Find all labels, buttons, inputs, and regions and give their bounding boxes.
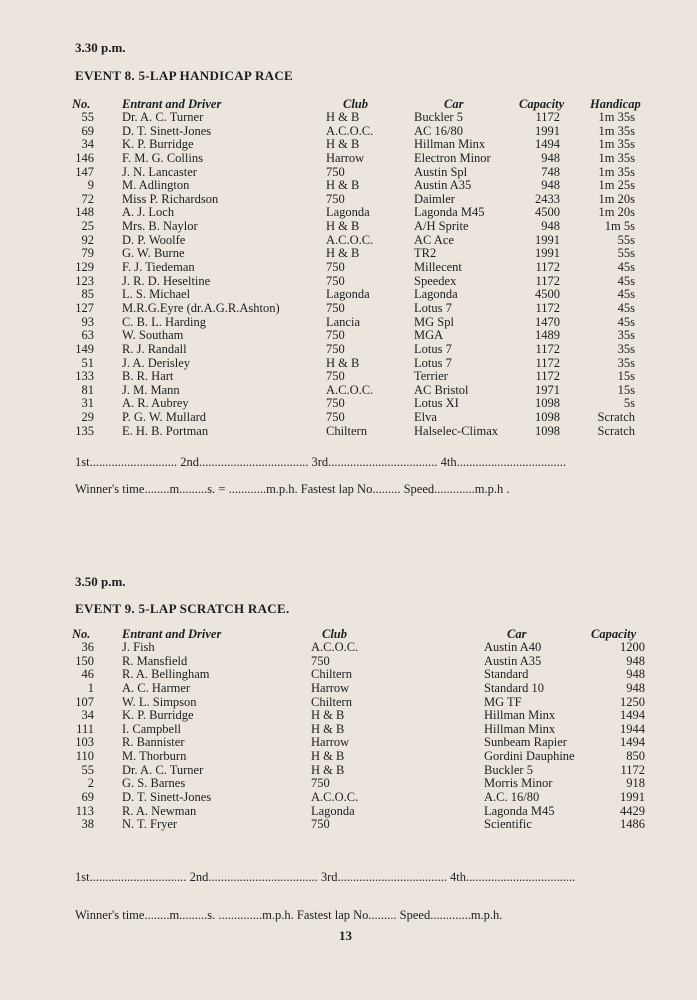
cell-capacity: 948 [541,150,560,165]
cell-club: H & B [326,219,360,234]
cell-car: Hillman Minx [484,708,556,723]
cell-entrant: R. A. Newman [122,803,197,818]
cell-car: Morris Minor [484,776,553,791]
cell-no: 147 [75,164,94,179]
cell-no: 69 [81,123,94,138]
cell-club: Chiltern [311,694,352,709]
cell-car: A/H Sprite [414,219,469,234]
cell-car: TR2 [414,246,437,261]
cell-no: 150 [75,653,94,668]
cell-car: Standard 10 [484,680,545,695]
cell-handicap: 45s [617,300,635,315]
cell-club: H & B [326,178,360,193]
cell-entrant: A. R. Aubrey [122,396,189,411]
cell-handicap: 55s [617,246,635,261]
cell-club: Lagonda [311,803,355,818]
cell-club: H & B [311,762,345,777]
cell-car: Lotus 7 [414,300,452,315]
cell-car: Hillman Minx [484,721,556,736]
cell-handicap: 5s [623,396,635,411]
cell-capacity: 1971 [535,382,560,397]
cell-car: AC Bristol [414,382,469,397]
cell-entrant: A. C. Harmer [122,680,191,695]
cell-club: 750 [326,396,345,411]
cell-entrant: W. L. Simpson [122,694,197,709]
cell-capacity: 1098 [535,410,560,425]
cell-entrant: E. H. B. Portman [122,423,209,438]
cell-capacity: 1494 [535,137,560,152]
cell-entrant: M.R.G.Eyre (dr.A.G.R.Ashton) [122,300,280,315]
cell-entrant: G. S. Barnes [122,776,186,791]
cell-handicap: 15s [617,382,635,397]
cell-handicap: 1m 35s [598,164,635,179]
cell-capacity: 948 [541,219,560,234]
cell-entrant: M. Thorburn [122,749,187,764]
cell-entrant: F. M. G. Collins [122,150,203,165]
cell-handicap: 35s [617,328,635,343]
header-no: No. [72,97,91,111]
cell-handicap: 15s [617,369,635,384]
event8-time: 3.30 p.m. [75,40,126,55]
cell-capacity: 1098 [535,423,560,438]
cell-no: 9 [87,178,94,193]
cell-car: Gordini Dauphine [484,749,575,764]
cell-club: 750 [311,817,330,832]
cell-handicap: 1m 35s [598,137,635,152]
cell-capacity: 1991 [535,232,560,247]
cell-no: 55 [81,762,94,777]
cell-entrant: Dr. A. C. Turner [122,762,204,777]
cell-club: Lagonda [326,287,370,302]
cell-car: Lotus XI [414,396,459,411]
cell-no: 103 [75,735,94,750]
cell-entrant: D. T. Sinett-Jones [122,123,212,138]
cell-club: A.C.O.C. [326,382,374,397]
cell-club: 750 [326,341,345,356]
cell-club: Lancia [326,314,361,329]
cell-no: 135 [75,423,94,438]
cell-entrant: J. M. Mann [122,382,180,397]
cell-club: 750 [326,328,345,343]
cell-capacity: 1486 [620,817,645,832]
cell-entrant: R. J. Randall [122,341,187,356]
cell-capacity: 1172 [535,300,560,315]
cell-club: 750 [326,260,345,275]
cell-handicap: Scratch [597,410,635,425]
cell-car: Buckler 5 [414,110,463,124]
cell-club: 750 [311,776,330,791]
cell-capacity: 1172 [535,110,560,124]
header-capacity: Capacity [519,97,565,111]
cell-car: MGA [414,328,444,343]
cell-club: H & B [326,355,360,370]
cell-no: 29 [81,410,94,425]
header-handicap: Handicap [590,97,641,111]
cell-car: Buckler 5 [484,762,533,777]
cell-capacity: 2433 [535,191,560,206]
cell-entrant: G. W. Burne [122,246,185,261]
cell-car: Elva [414,410,437,425]
cell-entrant: J. N. Lancaster [122,164,197,179]
cell-no: 79 [81,246,94,261]
cell-no: 93 [81,314,94,329]
cell-entrant: Dr. A. C. Turner [122,110,204,124]
cell-car: Millecent [414,260,462,275]
cell-no: 146 [75,150,94,165]
event9-title: EVENT 9. 5-LAP SCRATCH RACE. [75,601,290,616]
cell-club: A.C.O.C. [311,640,359,654]
cell-capacity: 1098 [535,396,560,411]
cell-entrant: L. S. Michael [122,287,191,302]
cell-club: 750 [326,164,345,179]
header-club: Club [343,97,369,111]
header-car: Car [444,97,464,111]
cell-capacity: 1250 [620,694,645,709]
cell-handicap: 1m 20s [598,205,635,220]
cell-entrant: K. P. Burridge [122,137,194,152]
cell-car: Austin Spl [414,164,468,179]
cell-no: 81 [81,382,94,397]
cell-car: A.C. 16/80 [484,790,540,805]
cell-entrant: R. Mansfield [122,653,188,668]
cell-capacity: 1172 [620,762,645,777]
cell-car: Daimler [414,191,455,206]
cell-no: 113 [75,803,94,818]
cell-car: Austin A40 [484,640,542,654]
cell-no: 46 [81,667,94,682]
cell-capacity: 948 [626,667,645,682]
cell-car: Electron Minor [414,150,491,165]
cell-car: Terrier [414,369,448,384]
cell-club: A.C.O.C. [326,123,374,138]
cell-handicap: 1m 5s [604,219,635,234]
cell-car: MG Spl [414,314,454,329]
cell-handicap: 1m 25s [598,178,635,193]
cell-car: Lotus 7 [414,341,452,356]
cell-club: Harrow [311,735,350,750]
cell-capacity: 748 [541,164,560,179]
cell-entrant: N. T. Fryer [122,817,178,832]
cell-car: Sunbeam Rapier [484,735,567,750]
cell-handicap: 1m 35s [598,123,635,138]
cell-car: Speedex [414,273,457,288]
cell-entrant: W. Southam [122,328,184,343]
cell-capacity: 1489 [535,328,560,343]
cell-club: A.C.O.C. [311,790,359,805]
cell-capacity: 850 [626,749,645,764]
cell-no: 110 [75,749,94,764]
cell-no: 123 [75,273,94,288]
cell-entrant: D. P. Woolfe [122,232,186,247]
cell-club: Harrow [326,150,365,165]
cell-club: H & B [326,246,360,261]
event9-winner-line: Winner's time........m.........s. ..............m.p.h. Fastest lap No......... Speed.............m.p.h. [75,908,503,922]
cell-no: 51 [81,355,94,370]
header-club: Club [322,627,348,641]
cell-capacity: 1172 [535,341,560,356]
cell-entrant: J. Fish [122,640,155,654]
event8-placings-blanks: 1st............................ 2nd................................... 3rd................................... 4th................................... [75,455,566,469]
cell-capacity: 918 [626,776,645,791]
cell-entrant: C. B. L. Harding [122,314,207,329]
cell-club: H & B [311,708,345,723]
cell-car: Standard [484,667,529,682]
cell-car: Lagonda M45 [414,205,485,220]
cell-entrant: F. J. Tiedeman [122,260,195,275]
page-number: 13 [339,928,352,943]
cell-no: 129 [75,260,94,275]
cell-capacity: 1991 [620,790,645,805]
cell-no: 85 [81,287,94,302]
cell-entrant: M. Adlington [122,178,190,193]
cell-car: Lagonda M45 [484,803,555,818]
cell-club: H & B [326,110,360,124]
cell-entrant: A. J. Loch [122,205,175,220]
cell-entrant: P. G. W. Mullard [122,410,207,425]
cell-club: 750 [311,653,330,668]
cell-car: Austin A35 [414,178,472,193]
cell-capacity: 1991 [535,123,560,138]
cell-capacity: 4500 [535,287,560,302]
cell-club: Harrow [311,680,350,695]
header-entrant: Entrant and Driver [122,97,222,111]
cell-capacity: 1470 [535,314,560,329]
cell-club: Chiltern [326,423,367,438]
cell-entrant: J. R. D. Heseltine [122,273,211,288]
cell-car: Lotus 7 [414,355,452,370]
cell-no: 127 [75,300,94,315]
cell-capacity: 1944 [620,721,645,736]
cell-club: H & B [326,137,360,152]
cell-no: 34 [81,137,94,152]
cell-club: 750 [326,300,345,315]
cell-no: 149 [75,341,94,356]
cell-no: 63 [81,328,94,343]
cell-no: 55 [81,110,94,124]
cell-club: 750 [326,369,345,384]
cell-handicap: 45s [617,314,635,329]
cell-entrant: B. R. Hart [122,369,174,384]
cell-capacity: 948 [626,653,645,668]
cell-no: 36 [81,640,94,654]
cell-car: Halselec-Climax [414,423,498,438]
cell-club: 750 [326,191,345,206]
cell-capacity: 1172 [535,369,560,384]
cell-capacity: 1494 [620,708,645,723]
cell-no: 72 [81,191,94,206]
cell-car: Austin A35 [484,653,542,668]
cell-capacity: 948 [541,178,560,193]
cell-club: 750 [326,273,345,288]
cell-no: 69 [81,790,94,805]
cell-car: Lagonda [414,287,458,302]
cell-capacity: 1991 [535,246,560,261]
cell-handicap: 35s [617,355,635,370]
header-car: Car [507,627,527,641]
cell-capacity: 4500 [535,205,560,220]
cell-entrant: R. Bannister [122,735,185,750]
header-entrant: Entrant and Driver [122,627,222,641]
header-capacity: Capacity [591,627,637,641]
cell-car: Hillman Minx [414,137,486,152]
event8-winner-line: Winner's time........m.........s. = ............m.p.h. Fastest lap No......... Speed.............m.p.h . [75,482,510,496]
cell-no: 107 [75,694,94,709]
cell-capacity: 1494 [620,735,645,750]
cell-entrant: D. T. Sinett-Jones [122,790,212,805]
cell-handicap: 1m 35s [598,150,635,165]
cell-handicap: 45s [617,287,635,302]
cell-entrant: J. A. Derisley [122,355,191,370]
cell-club: Lagonda [326,205,370,220]
cell-no: 25 [81,219,94,234]
header-no: No. [72,627,91,641]
cell-handicap: 1m 20s [598,191,635,206]
cell-handicap: 1m 35s [598,110,635,124]
cell-capacity: 1172 [535,273,560,288]
cell-handicap: 45s [617,273,635,288]
cell-capacity: 4429 [620,803,645,818]
cell-capacity: 948 [626,680,645,695]
cell-no: 31 [81,396,94,411]
event9-placings-blanks: 1st............................... 2nd................................... 3rd................................... 4th................................... [75,870,576,884]
cell-entrant: I. Campbell [122,721,182,736]
cell-handicap: 35s [617,341,635,356]
cell-club: 750 [326,410,345,425]
cell-no: 1 [87,680,94,695]
cell-no: 38 [81,817,94,832]
cell-no: 148 [75,205,94,220]
event9-time: 3.50 p.m. [75,574,126,589]
cell-entrant: Mrs. B. Naylor [122,219,198,234]
cell-entrant: K. P. Burridge [122,708,194,723]
cell-car: AC Ace [414,232,454,247]
cell-handicap: 45s [617,260,635,275]
event8-title: EVENT 8. 5-LAP HANDICAP RACE [75,68,293,83]
cell-handicap: Scratch [597,423,635,438]
cell-entrant: Miss P. Richardson [122,191,219,206]
cell-car: Scientific [484,817,532,832]
cell-capacity: 1200 [620,640,645,654]
cell-entrant: R. A. Bellingham [122,667,210,682]
cell-no: 133 [75,369,94,384]
cell-handicap: 55s [617,232,635,247]
cell-no: 111 [76,721,94,736]
cell-capacity: 1172 [535,260,560,275]
cell-car: AC 16/80 [414,123,463,138]
cell-club: Chiltern [311,667,352,682]
cell-car: MG TF [484,694,522,709]
cell-no: 34 [81,708,94,723]
cell-no: 2 [87,776,94,791]
cell-club: H & B [311,721,345,736]
cell-club: H & B [311,749,345,764]
cell-club: A.C.O.C. [326,232,374,247]
cell-capacity: 1172 [535,355,560,370]
cell-no: 92 [81,232,94,247]
